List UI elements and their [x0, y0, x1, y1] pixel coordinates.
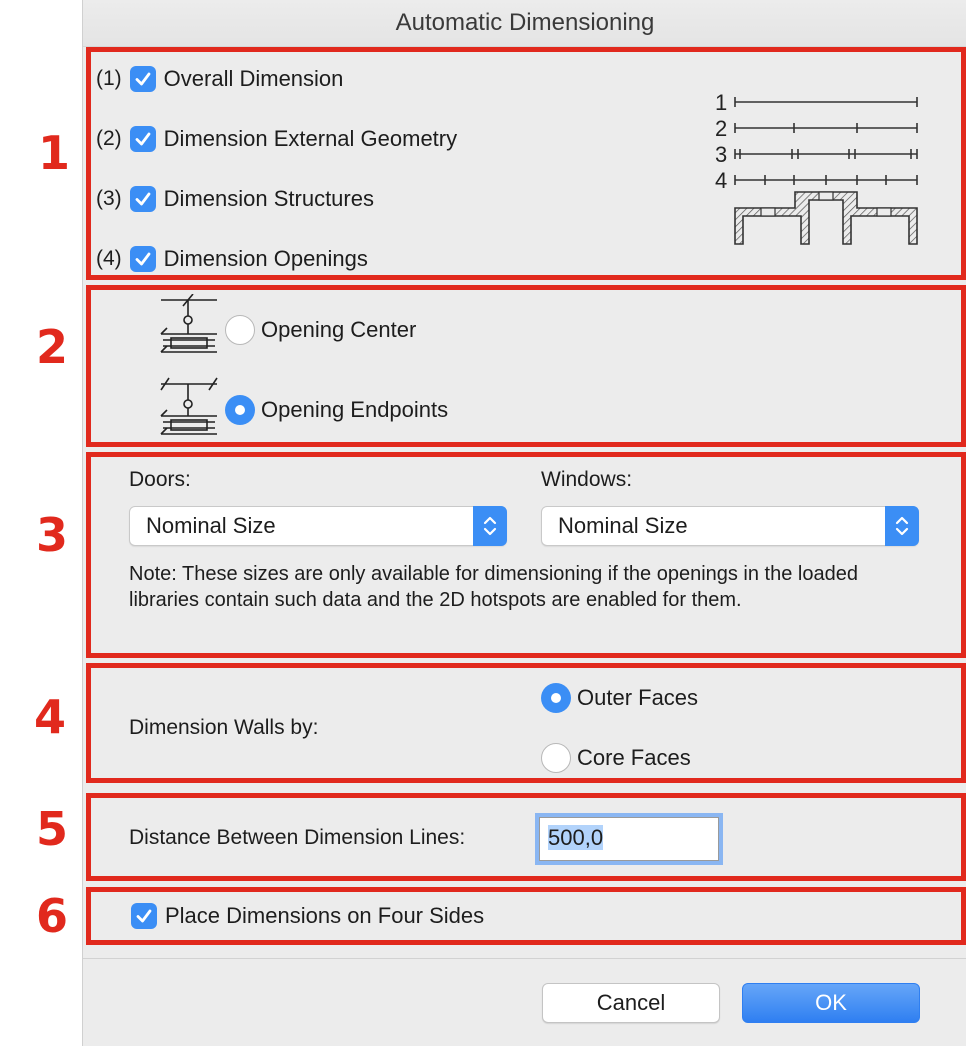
opening-endpoints-radio[interactable] [225, 395, 255, 425]
radio-row-opening-center[interactable] [225, 315, 416, 345]
opening-center-label: Opening Center [261, 317, 417, 342]
section-number-4: 4 [34, 690, 67, 744]
opening-center-icon [159, 294, 221, 356]
checkbox-row-openings[interactable] [96, 246, 368, 272]
footer-divider [83, 958, 966, 959]
outer-faces-label: Outer Faces [577, 685, 699, 710]
doors-select-value: Nominal Size [146, 513, 276, 538]
structures-checkbox[interactable] [130, 186, 156, 212]
dimension-walls-label: Dimension Walls by: [129, 716, 319, 739]
doors-label: Doors: [129, 468, 191, 491]
checkbox-row-four-sides[interactable] [131, 903, 484, 929]
windows-label: Windows: [541, 468, 633, 491]
cancel-button[interactable]: Cancel [542, 983, 720, 1023]
opening-endpoints-label: Opening Endpoints [261, 397, 449, 422]
diagram-line-label-1: 1 [715, 90, 728, 115]
diagram-line-label-4: 4 [715, 168, 728, 193]
windows-select[interactable] [541, 506, 919, 546]
dimension-lines-diagram-icon [711, 88, 923, 248]
opening-center-radio[interactable] [225, 315, 255, 345]
radio-row-outer-faces[interactable] [541, 683, 698, 713]
checkbox-row-overall-dimension[interactable] [96, 66, 343, 92]
overall-dimension-label: Overall Dimension [163, 66, 344, 91]
radio-row-opening-endpoints[interactable] [225, 395, 448, 425]
core-faces-label: Core Faces [577, 745, 691, 770]
item-prefix: (3) [96, 187, 122, 210]
openings-checkbox[interactable] [130, 246, 156, 272]
core-faces-radio[interactable] [541, 743, 571, 773]
chevron-up-down-icon [885, 506, 919, 546]
dialog-title: Automatic Dimensioning [83, 0, 966, 47]
external-geometry-checkbox[interactable] [130, 126, 156, 152]
windows-select-value: Nominal Size [558, 513, 688, 538]
overall-dimension-checkbox[interactable] [130, 66, 156, 92]
checkbox-row-structures[interactable] [96, 186, 374, 212]
ok-button[interactable]: OK [742, 983, 920, 1023]
item-prefix: (2) [96, 127, 122, 150]
distance-input[interactable] [539, 817, 719, 861]
four-sides-label: Place Dimensions on Four Sides [165, 903, 485, 928]
section-number-5: 5 [36, 802, 69, 856]
section-number-6: 6 [36, 889, 69, 943]
diagram-line-label-2: 2 [715, 116, 728, 141]
automatic-dimensioning-dialog [82, 0, 966, 1046]
external-geometry-label: Dimension External Geometry [163, 126, 458, 151]
radio-row-core-faces[interactable] [541, 743, 691, 773]
distance-input-value: 500,0 [548, 825, 604, 850]
opening-endpoints-icon [159, 374, 221, 436]
item-prefix: (4) [96, 247, 122, 270]
four-sides-checkbox[interactable] [131, 903, 157, 929]
item-prefix: (1) [96, 67, 122, 90]
section-3-frame [86, 452, 966, 658]
distance-label: Distance Between Dimension Lines: [129, 826, 466, 849]
structures-label: Dimension Structures [163, 186, 374, 211]
section-number-2: 2 [36, 320, 69, 374]
checkbox-row-external-geometry[interactable] [96, 126, 457, 152]
openings-label: Dimension Openings [163, 246, 368, 271]
section-number-1: 1 [38, 126, 71, 180]
section-number-3: 3 [36, 508, 69, 562]
chevron-up-down-icon [473, 506, 507, 546]
outer-faces-radio[interactable] [541, 683, 571, 713]
doors-select[interactable] [129, 506, 507, 546]
sizes-note: Note: These sizes are only available for dimensioning if the openings in the loaded libraries contain such data and the 2D hotspots are enabled for them. [129, 563, 858, 611]
diagram-line-label-3: 3 [715, 142, 728, 167]
